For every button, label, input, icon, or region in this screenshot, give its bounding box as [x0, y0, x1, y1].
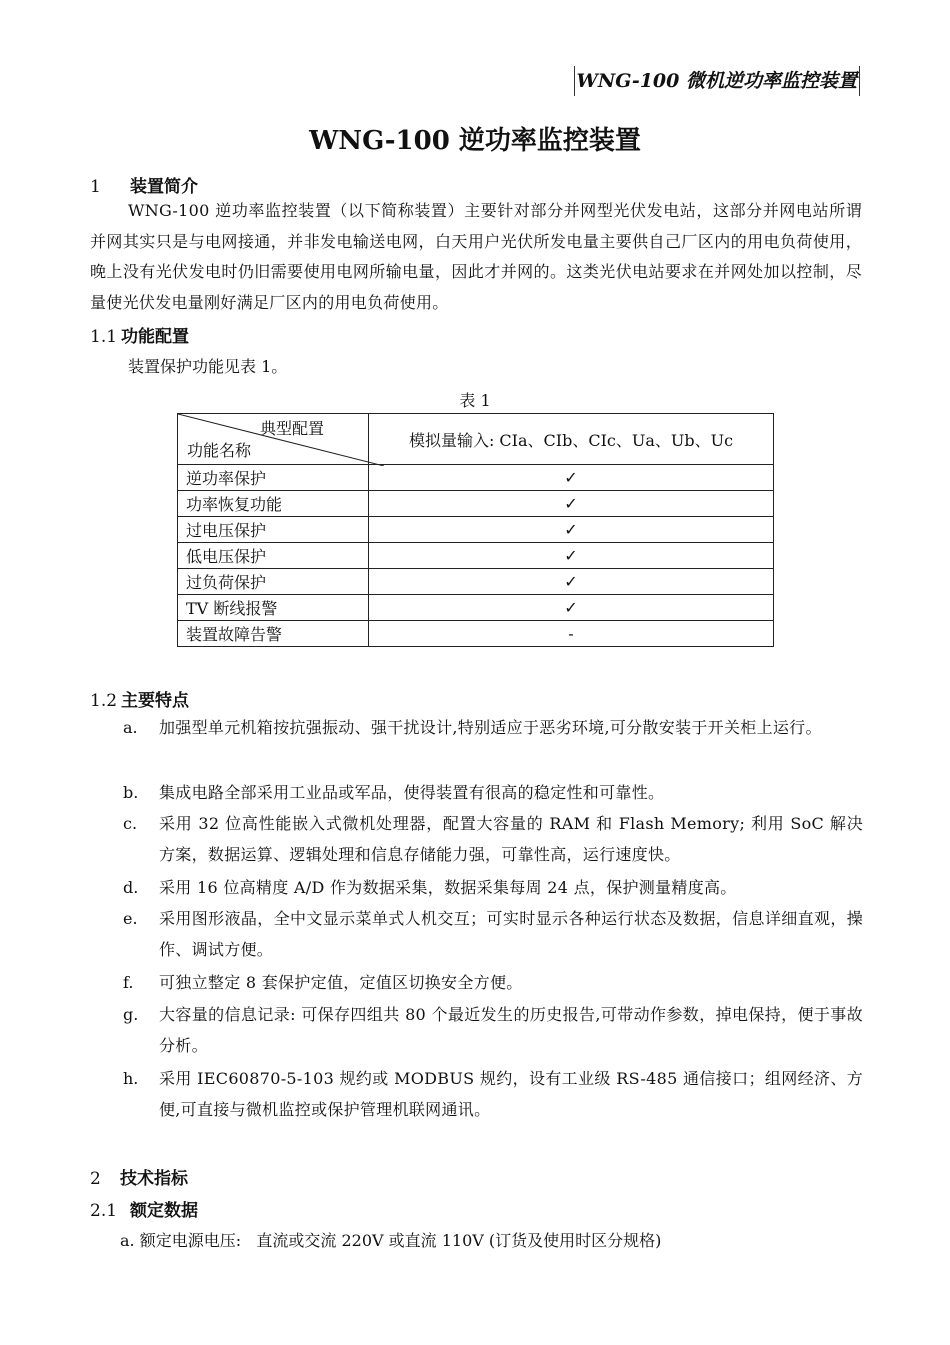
item-label: e. [123, 909, 138, 928]
function-name: 装置故障告警 [178, 621, 369, 647]
rated-voltage-line [120, 1228, 661, 1251]
section-title: 额定数据 [130, 1201, 198, 1221]
check-mark: ✓ [369, 517, 774, 543]
table-row [178, 621, 774, 647]
section-title: 主要特点 [121, 691, 190, 711]
section-title: 装置简介 [130, 177, 198, 197]
list-item [123, 808, 863, 870]
rated-voltage-value: 直流或交流 220V 或直流 110V (订货及使用时区分规格) [256, 1231, 662, 1250]
item-label: a. [123, 718, 138, 737]
section-2-1-heading [90, 1196, 198, 1221]
item-label: b. [123, 783, 139, 802]
check-mark: ✓ [369, 543, 774, 569]
item-text: 采用 32 位高性能嵌入式微机处理器，配置大容量的 RAM 和 Flash Memory; 利用 SoC 解决方案，数据运算、逻辑处理和信息存储能力强，可靠性高，运行速度快。 [159, 814, 863, 864]
list-item [123, 903, 863, 965]
function-table [177, 413, 774, 647]
rated-voltage-key: 额定电源电压: [139, 1231, 242, 1250]
list-item [123, 967, 863, 998]
list-item [123, 999, 863, 1061]
table-row [178, 569, 774, 595]
section-number: 1.1 [90, 327, 118, 347]
item-label: d. [123, 878, 139, 897]
section-number: 2.1 [90, 1201, 118, 1221]
function-name: 低电压保护 [178, 543, 369, 569]
item-text: 采用 IEC60870-5-103 规约或 MODBUS 规约，设有工业级 RS-485 通信接口；组网经济、方便,可直接与微机监控或保护管理机联网通讯。 [159, 1069, 863, 1119]
section-number: 1.2 [90, 691, 118, 711]
item-text: 采用图形液晶，全中文显示菜单式人机交互；可实时显示各种运行状态及数据，信息详细直观，操作、调试方便。 [159, 909, 863, 959]
dash-mark: - [369, 621, 774, 647]
table-reference-text: 装置保护功能见表 1。 [128, 357, 288, 376]
item-text: 大容量的信息记录: 可保存四组共 80 个最近发生的历史报告,可带动作参数，掉电保持，便于事故分析。 [159, 1005, 863, 1055]
item-text: 加强型单元机箱按抗强振动、强干扰设计,特别适应于恶劣环境,可分散安装于开关柜上运行。 [159, 718, 822, 737]
intro-paragraph: WNG-100 逆功率监控装置（以下简称装置）主要针对部分并网型光伏发电站，这部分并网电站所谓并网其实只是与电网接通，并非发电输送电网，白天用户光伏所发电量主要供自己厂区内的用电负荷使用，晚上没有光伏发电时仍旧需要使用电网所输电量，因此才并网的。这类光伏电站要求在并网处加以控制，尽量使光伏发电量刚好满足厂区内的用电负荷使用。 [90, 201, 862, 312]
item-text: 集成电路全部采用工业品或军品，使得装置有很高的稳定性和可靠性。 [159, 783, 665, 802]
check-mark: ✓ [369, 491, 774, 517]
check-mark: ✓ [369, 465, 774, 491]
table-row [178, 491, 774, 517]
running-header: WNG-100 微机逆功率监控装置 [574, 66, 860, 96]
check-mark: ✓ [369, 595, 774, 621]
item-label: c. [123, 814, 138, 833]
function-name: 过电压保护 [178, 517, 369, 543]
section-number: 1 [90, 177, 101, 197]
list-item [123, 777, 863, 808]
function-name: 逆功率保护 [178, 465, 369, 491]
section-1-2-heading [90, 686, 189, 711]
table-row [178, 465, 774, 491]
check-mark: ✓ [369, 569, 774, 595]
item-label: h. [123, 1069, 139, 1088]
column-header: 模拟量输入: CIa、CIb、CIc、Ua、Ub、Uc [369, 414, 774, 465]
item-label: g. [123, 1005, 139, 1024]
function-name: TV 断线报警 [178, 595, 369, 621]
corner-bottom-label: 功能名称 [187, 441, 252, 460]
table-header-row [178, 414, 774, 465]
section-number: 2 [90, 1169, 101, 1189]
function-name: 过负荷保护 [178, 569, 369, 595]
item-label: a. [120, 1231, 135, 1250]
list-item [123, 1063, 863, 1125]
item-text: 采用 16 位高精度 A/D 作为数据采集，数据采集每周 24 点，保护测量精度高。 [159, 878, 737, 897]
table-caption: 表 1 [459, 391, 491, 410]
item-text: 可独立整定 8 套保护定值，定值区切换安全方便。 [159, 973, 523, 992]
table-row [178, 543, 774, 569]
section-title: 技术指标 [120, 1169, 188, 1189]
section-title: 功能配置 [121, 327, 190, 347]
diagonal-header-cell [178, 414, 369, 465]
item-label: f. [123, 973, 134, 992]
corner-top-label: 典型配置 [259, 419, 324, 438]
section-2-heading [90, 1164, 188, 1189]
table-row [178, 595, 774, 621]
table-row [178, 517, 774, 543]
function-name: 功率恢复功能 [178, 491, 369, 517]
section-1-1-heading [90, 322, 189, 347]
list-item [123, 872, 863, 903]
list-item [123, 712, 863, 743]
page-title: WNG-100 逆功率监控装置 [309, 126, 641, 156]
section-1-heading [90, 172, 198, 197]
